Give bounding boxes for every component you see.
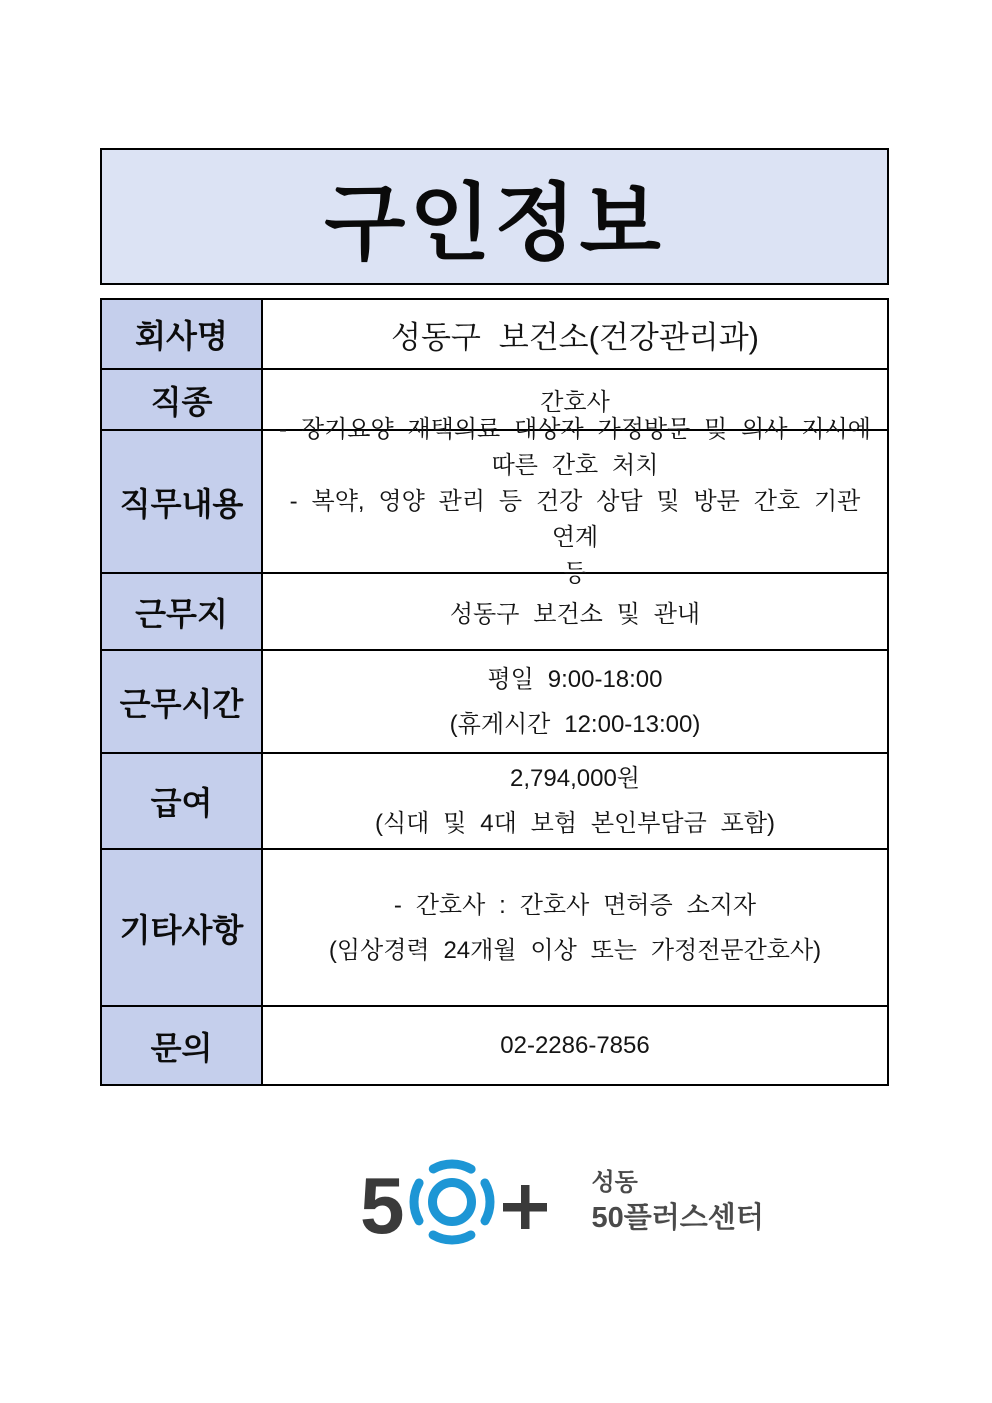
duties-line-4: 등 [563, 559, 587, 587]
row-value-etc [263, 850, 887, 1005]
table-row-etc [102, 850, 887, 1007]
row-label-salary: 급여 [102, 754, 263, 848]
salary-note: (식대 및 4대 보험 본인부담금 포함) [374, 810, 776, 837]
row-label-contact: 문의 [102, 1007, 263, 1084]
etc-line-1: - 간호사 : 간호사 면허증 소지자 [393, 891, 757, 919]
page-title: 구인정보 [324, 176, 665, 270]
logo-org-name [592, 1169, 764, 1236]
document-title-banner [100, 148, 889, 285]
hours-line-2: (휴게시간 12:00-13:00) [449, 710, 701, 738]
row-value-location [263, 574, 887, 649]
location-value: 성동구 보건소 및 관내 [449, 601, 701, 628]
logo-org-line1: 성동 [591, 1168, 638, 1196]
logo-plus-icon [500, 1182, 550, 1232]
job-info-table [100, 298, 889, 1086]
row-value-hours [263, 651, 887, 752]
logo-digit-5: 5 [360, 1161, 405, 1250]
table-row-company [102, 300, 887, 370]
etc-line-2: (임상경력 24개월 이상 또는 가정전문간호사) [328, 936, 822, 964]
hours-line-1: 평일 9:00-18:00 [487, 665, 663, 693]
row-label-jobtype: 직종 [102, 370, 263, 429]
company-name: 성동구 보건소(건강관리과) [391, 319, 759, 355]
row-label-etc: 기타사항 [102, 850, 263, 1005]
duties-line-2: 따른 간호 처치 [491, 451, 659, 479]
table-row-duties [102, 415, 887, 587]
row-value-salary [263, 754, 887, 848]
row-label-hours: 근무시간 [102, 651, 263, 752]
jobtype-value: 간호사 [540, 389, 610, 416]
row-label-duties: 직무내용 [102, 431, 263, 572]
row-value-contact [263, 1007, 887, 1084]
row-label-company: 회사명 [102, 300, 263, 368]
table-row-contact [102, 1007, 887, 1084]
contact-phone: 02-2286-7856 [500, 1031, 650, 1059]
row-value-company [263, 300, 887, 368]
table-row-location [102, 574, 887, 651]
row-label-location: 근무지 [102, 574, 263, 649]
duties-line-3: - 복약, 영양 관리 등 건강 상담 및 방문 간호 기관 연계 [289, 487, 861, 551]
duties-line-1: - 장기요양 재택의료 대상자 가정방문 및 의사 지시에 [279, 415, 871, 443]
row-value-duties [263, 415, 887, 587]
fifty-plus-center-logo [360, 1150, 764, 1254]
logo-org-line2: 50플러스센터 [591, 1201, 764, 1234]
logo-ring-icon [408, 1158, 496, 1246]
salary-amount: 2,794,000원 [510, 765, 640, 792]
table-row-salary [102, 754, 887, 850]
table-row-hours [102, 651, 887, 754]
